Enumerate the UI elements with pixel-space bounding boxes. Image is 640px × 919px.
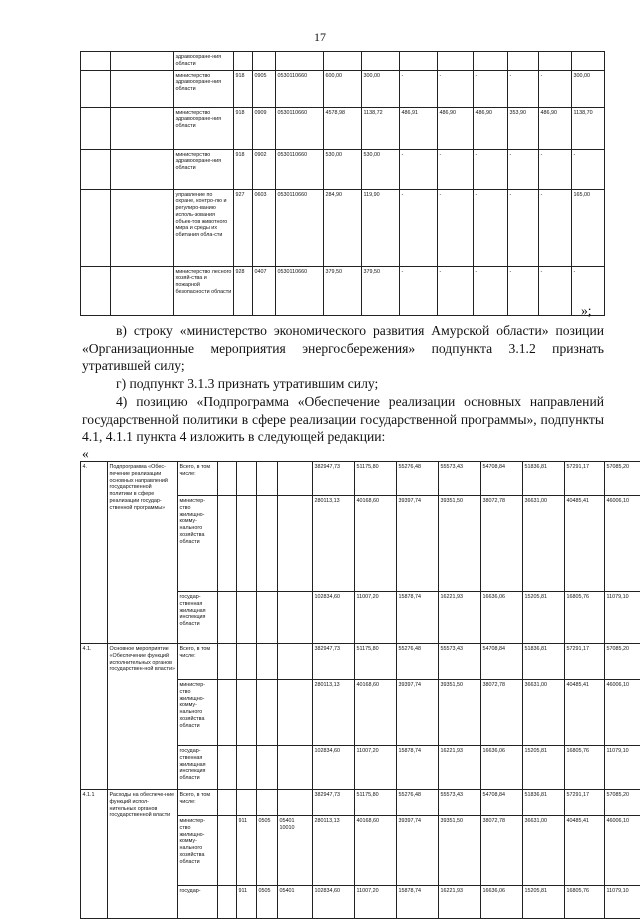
value-cell: 55276,48	[397, 644, 439, 680]
value-cell: 0530110660	[276, 149, 324, 189]
value-cell: 57291,17	[565, 790, 605, 816]
value-cell: 57085,20	[605, 644, 640, 680]
value-cell: 486,90	[438, 107, 474, 149]
budget-table-top	[80, 51, 605, 316]
blank-cell	[218, 790, 237, 816]
blank-cell	[111, 107, 174, 149]
value-cell: 38072,78	[481, 496, 523, 592]
item-number-cell: 4.1.1	[81, 790, 108, 919]
value-cell: 102834,60	[313, 886, 355, 919]
value-cell: -	[438, 70, 474, 107]
blank-cell	[111, 52, 174, 71]
value-cell: 39397,74	[397, 816, 439, 886]
blank-cell	[111, 189, 174, 266]
value-cell: 284,90	[324, 189, 362, 266]
value-cell: 530,00	[324, 149, 362, 189]
executor-cell: Всего, в том числе:	[178, 644, 218, 680]
value-cell	[438, 52, 474, 71]
value-cell: 0530110660	[276, 266, 324, 315]
value-cell: 0407	[253, 266, 276, 315]
blank-cell	[81, 149, 111, 189]
value-cell: 382947,73	[313, 790, 355, 816]
value-cell: 40485,41	[565, 680, 605, 746]
value-cell: 38072,78	[481, 816, 523, 886]
value-cell: 353,90	[508, 107, 539, 149]
value-cell: 46006,10	[605, 816, 640, 886]
value-cell: 57291,17	[565, 644, 605, 680]
blank-cell	[218, 816, 237, 886]
value-cell: -	[539, 189, 572, 266]
value-cell: -	[572, 149, 605, 189]
paragraph-4: 4) позицию «Подпрограмма «Обеспечение реализации основных направлений государственной политики в сфере реализации государственной программы», подпункты 4.1, 4.1.1 пункта 4 изложить в следующей редакции:	[82, 393, 604, 446]
value-cell: -	[474, 266, 508, 315]
value-cell: 927	[234, 189, 253, 266]
value-cell: -	[474, 189, 508, 266]
blank-cell	[111, 70, 174, 107]
value-cell: 15878,74	[397, 886, 439, 919]
value-cell: 39397,74	[397, 496, 439, 592]
value-cell: 0905	[253, 70, 276, 107]
value-cell: 918	[234, 107, 253, 149]
executor-cell: здравоохране-ния области	[174, 52, 234, 71]
value-cell: 16221,93	[439, 746, 481, 790]
value-cell	[572, 52, 605, 71]
value-cell: 40168,60	[355, 680, 397, 746]
table-row	[81, 790, 640, 816]
value-cell	[237, 790, 257, 816]
value-cell: 0530110660	[276, 70, 324, 107]
value-cell: -	[508, 149, 539, 189]
value-cell: 280113,13	[313, 680, 355, 746]
item-title-cell: Подпрограмма «Обес-печение реализации основных направлений государственной политики в сфере реализации государ-ственной программы»	[108, 462, 178, 644]
value-cell: -	[438, 149, 474, 189]
item-number-cell: 4.1.	[81, 644, 108, 790]
executor-cell: министерство здравоохране-ния области	[174, 70, 234, 107]
value-cell: 0902	[253, 149, 276, 189]
value-cell: -	[474, 149, 508, 189]
blank-cell	[81, 70, 111, 107]
value-cell: 51836,81	[523, 644, 565, 680]
value-cell: 39351,50	[439, 816, 481, 886]
value-cell	[474, 52, 508, 71]
value-cell: 0530110660	[276, 189, 324, 266]
value-cell: 39397,74	[397, 680, 439, 746]
closing-quote: »;	[581, 303, 592, 319]
value-cell: 102834,60	[313, 746, 355, 790]
value-cell: -	[572, 266, 605, 315]
paragraph-v: в) строку «министерство экономического развития Амурской области» позиции «Организационные мероприятия энергосбережения» подпункта 3.1.2 признать утратившей силу;	[82, 322, 604, 375]
value-cell	[362, 52, 400, 71]
table-row	[81, 52, 605, 71]
table-row	[81, 149, 605, 189]
value-cell: 16221,93	[439, 592, 481, 644]
value-cell: -	[508, 266, 539, 315]
value-cell: 55276,48	[397, 790, 439, 816]
value-cell: 15205,81	[523, 592, 565, 644]
value-cell: 15205,81	[523, 886, 565, 919]
value-cell: 280113,13	[313, 816, 355, 886]
blank-cell	[218, 462, 237, 496]
value-cell: 300,00	[362, 70, 400, 107]
value-cell: 15878,74	[397, 592, 439, 644]
value-cell: 51175,80	[355, 644, 397, 680]
value-cell: -	[400, 149, 438, 189]
executor-cell: министерство здравоохране-ния области	[174, 107, 234, 149]
value-cell	[278, 462, 313, 496]
value-cell: 38072,78	[481, 680, 523, 746]
value-cell: 486,90	[474, 107, 508, 149]
value-cell: 39351,50	[439, 680, 481, 746]
value-cell: 382947,73	[313, 644, 355, 680]
value-cell	[508, 52, 539, 71]
executor-cell: Всего, в том числе:	[178, 790, 218, 816]
paragraph-g: г) подпункт 3.1.3 признать утратившим силу;	[82, 375, 604, 393]
value-cell: 1138,72	[362, 107, 400, 149]
opening-quote: «	[82, 446, 89, 462]
value-cell	[278, 496, 313, 592]
value-cell	[276, 52, 324, 71]
value-cell: 39351,50	[439, 496, 481, 592]
value-cell: 918	[234, 70, 253, 107]
executor-cell: управление по охране, контро-лю и регулиро-ванию исполь-зования объек-тов животного мира и среды их обитания обла-сти	[174, 189, 234, 266]
value-cell: -	[400, 266, 438, 315]
value-cell: 486,91	[400, 107, 438, 149]
blank-cell	[218, 680, 237, 746]
value-cell	[539, 52, 572, 71]
blank-cell	[218, 644, 237, 680]
value-cell: -	[438, 189, 474, 266]
value-cell: 379,50	[324, 266, 362, 315]
blank-cell	[218, 886, 237, 919]
value-cell: 16805,76	[565, 592, 605, 644]
value-cell	[257, 462, 278, 496]
value-cell	[278, 790, 313, 816]
value-cell: 40168,60	[355, 816, 397, 886]
value-cell: 57291,17	[565, 462, 605, 496]
table-row	[81, 644, 640, 680]
value-cell: 300,00	[572, 70, 605, 107]
value-cell	[234, 52, 253, 71]
value-cell: 0909	[253, 107, 276, 149]
executor-cell: министер-ство жилищно-комму-нального хозяйства области	[178, 496, 218, 592]
item-title-cell: Расходы на обеспече-ние функций испол-нительных органов государственной власти	[108, 790, 178, 919]
value-cell: 51836,81	[523, 462, 565, 496]
value-cell: 0603	[253, 189, 276, 266]
blank-cell	[81, 107, 111, 149]
value-cell: 16636,06	[481, 746, 523, 790]
value-cell: 486,90	[539, 107, 572, 149]
value-cell	[257, 680, 278, 746]
value-cell	[237, 680, 257, 746]
value-cell: 40485,41	[565, 816, 605, 886]
value-cell: 57085,20	[605, 462, 640, 496]
value-cell	[278, 592, 313, 644]
value-cell: -	[539, 266, 572, 315]
value-cell: 05401 10010	[278, 816, 313, 886]
executor-cell: государ-ственная жилищная инспекция области	[178, 592, 218, 644]
blank-cell	[81, 189, 111, 266]
value-cell: 51836,81	[523, 790, 565, 816]
value-cell: -	[474, 70, 508, 107]
value-cell	[257, 644, 278, 680]
value-cell: 600,00	[324, 70, 362, 107]
value-cell: 15878,74	[397, 746, 439, 790]
executor-cell: министер-ство жилищно-комму-нального хозяйства области	[178, 816, 218, 886]
executor-cell: министер-ство жилищно-комму-нального хозяйства области	[178, 680, 218, 746]
value-cell: 165,00	[572, 189, 605, 266]
value-cell	[237, 746, 257, 790]
value-cell: 4578,98	[324, 107, 362, 149]
value-cell: 16636,06	[481, 592, 523, 644]
value-cell: -	[438, 266, 474, 315]
value-cell: 54708,84	[481, 790, 523, 816]
value-cell: 05401	[278, 886, 313, 919]
blank-cell	[218, 746, 237, 790]
value-cell: 11079,10	[605, 592, 640, 644]
table-row	[81, 70, 605, 107]
table-row	[81, 462, 640, 496]
value-cell	[400, 52, 438, 71]
value-cell	[278, 680, 313, 746]
value-cell: 280113,13	[313, 496, 355, 592]
item-title-cell: Основное мероприятие «Обеспечение функций исполнительных органов государствен-ной власти»	[108, 644, 178, 790]
value-cell: 382947,73	[313, 462, 355, 496]
value-cell: 40485,41	[565, 496, 605, 592]
value-cell: 11007,20	[355, 746, 397, 790]
blank-cell	[81, 266, 111, 315]
value-cell: 16636,06	[481, 886, 523, 919]
value-cell: 911	[237, 886, 257, 919]
value-cell: 11007,20	[355, 592, 397, 644]
value-cell: 54708,84	[481, 462, 523, 496]
executor-cell: государ-ственная жилищная инспекция области	[178, 746, 218, 790]
executor-cell: Всего, в том числе:	[178, 462, 218, 496]
value-cell: 102834,60	[313, 592, 355, 644]
value-cell: 54708,84	[481, 644, 523, 680]
value-cell: -	[539, 70, 572, 107]
value-cell: 16221,93	[439, 886, 481, 919]
value-cell: 57085,20	[605, 790, 640, 816]
value-cell	[278, 644, 313, 680]
value-cell	[257, 790, 278, 816]
value-cell: 911	[237, 816, 257, 886]
value-cell	[237, 462, 257, 496]
value-cell: -	[508, 189, 539, 266]
value-cell: -	[400, 70, 438, 107]
executor-cell: государ-	[178, 886, 218, 919]
value-cell	[257, 592, 278, 644]
budget-table-bottom	[80, 461, 640, 919]
blank-cell	[81, 52, 111, 71]
value-cell: 40168,60	[355, 496, 397, 592]
value-cell: 36631,00	[523, 496, 565, 592]
value-cell: 1138,70	[572, 107, 605, 149]
value-cell: 0505	[257, 816, 278, 886]
value-cell: 55276,48	[397, 462, 439, 496]
value-cell: 36631,00	[523, 680, 565, 746]
value-cell: 46006,10	[605, 496, 640, 592]
value-cell: -	[508, 70, 539, 107]
item-number-cell: 4.	[81, 462, 108, 644]
blank-cell	[111, 266, 174, 315]
value-cell: 119,90	[362, 189, 400, 266]
value-cell: 51175,80	[355, 462, 397, 496]
value-cell	[237, 592, 257, 644]
value-cell: 16805,76	[565, 746, 605, 790]
value-cell	[324, 52, 362, 71]
value-cell: 15205,81	[523, 746, 565, 790]
value-cell: 46006,10	[605, 680, 640, 746]
value-cell	[278, 746, 313, 790]
value-cell: 55573,43	[439, 790, 481, 816]
executor-cell: министерство здравоохране-ния области	[174, 149, 234, 189]
blank-cell	[218, 592, 237, 644]
value-cell	[257, 746, 278, 790]
page-number: 17	[0, 30, 640, 45]
value-cell: 0505	[257, 886, 278, 919]
value-cell: 918	[234, 149, 253, 189]
value-cell: -	[539, 149, 572, 189]
blank-cell	[111, 149, 174, 189]
value-cell	[253, 52, 276, 71]
value-cell: 55573,43	[439, 462, 481, 496]
table-row	[81, 189, 605, 266]
value-cell: 928	[234, 266, 253, 315]
value-cell	[237, 644, 257, 680]
value-cell: 36631,00	[523, 816, 565, 886]
table-row	[81, 107, 605, 149]
value-cell: 55573,43	[439, 644, 481, 680]
value-cell: 11079,10	[605, 886, 640, 919]
value-cell: 16805,76	[565, 886, 605, 919]
value-cell: 530,00	[362, 149, 400, 189]
blank-cell	[218, 496, 237, 592]
value-cell: -	[400, 189, 438, 266]
value-cell: 51175,80	[355, 790, 397, 816]
value-cell	[237, 496, 257, 592]
table-row	[81, 266, 605, 315]
value-cell: 11007,20	[355, 886, 397, 919]
value-cell: 0530110660	[276, 107, 324, 149]
value-cell: 11079,10	[605, 746, 640, 790]
executor-cell: министерство лесного хозяй-ства и пожарной безопасности области	[174, 266, 234, 315]
value-cell	[257, 496, 278, 592]
value-cell: 379,50	[362, 266, 400, 315]
